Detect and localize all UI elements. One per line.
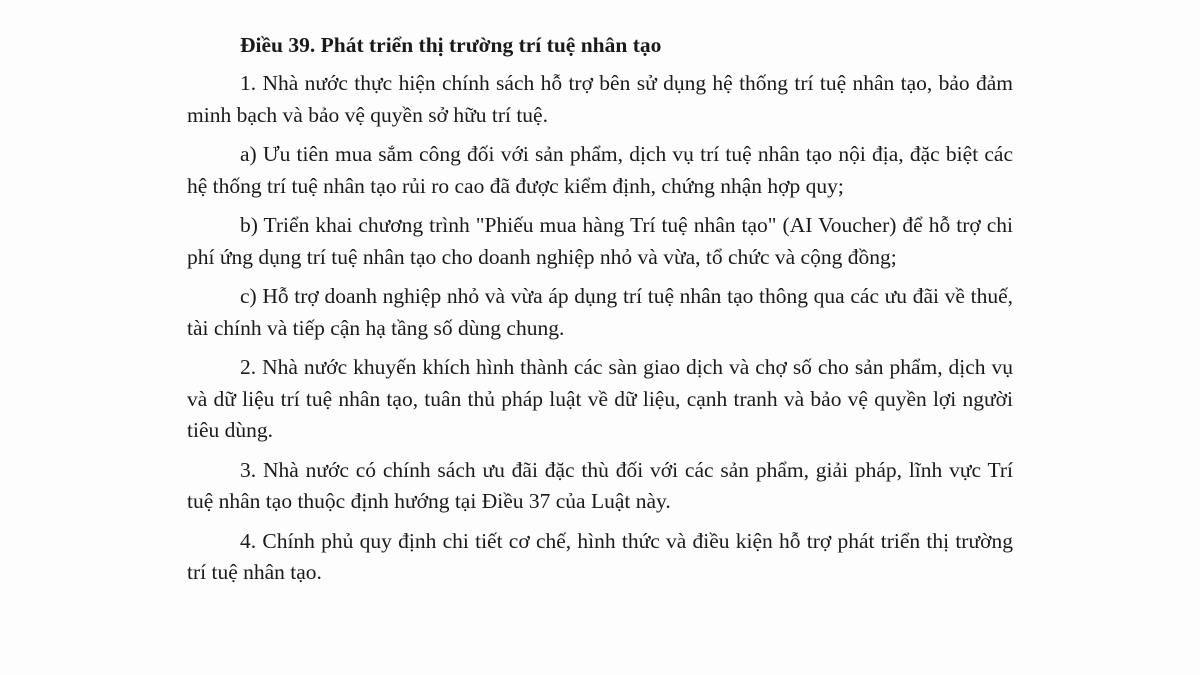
paragraph-1: 1. Nhà nước thực hiện chính sách hỗ trợ bên sử dụng hệ thống trí tuệ nhân tạo, bảo đảm minh bạch và bảo vệ quyền sở hữu trí tuệ. <box>187 71 1013 127</box>
paragraph-2: 2. Nhà nước khuyến khích hình thành các sàn giao dịch và chợ số cho sản phẩm, dịch vụ và dữ liệu trí tuệ nhân tạo, tuân thủ pháp luật về dữ liệu, cạnh tranh và bảo vệ quyền lợi người tiêu dùng. <box>187 355 1013 442</box>
paragraph-4: 4. Chính phủ quy định chi tiết cơ chế, hình thức và điều kiện hỗ trợ phát triển thị trường trí tuệ nhân tạo. <box>187 528 1013 584</box>
paragraph-1b: b) Triển khai chương trình "Phiếu mua hàng Trí tuệ nhân tạo" (AI Voucher) để hỗ trợ chi phí ứng dụng trí tuệ nhân tạo cho doanh nghiệp nhỏ và vừa, tổ chức và cộng đồng; <box>187 213 1013 269</box>
paragraph-1c: c) Hỗ trợ doanh nghiệp nhỏ và vừa áp dụng trí tuệ nhân tạo thông qua các ưu đãi về thuế, tài chính và tiếp cận hạ tầng số dùng chung. <box>187 284 1013 340</box>
paragraph-3: 3. Nhà nước có chính sách ưu đãi đặc thù đối với các sản phẩm, giải pháp, lĩnh vực Trí tuệ nhân tạo thuộc định hướng tại Điều 37 của Luật này. <box>187 457 1013 513</box>
article-title: Điều 39. Phát triển thị trường trí tuệ nhân tạo <box>240 33 662 57</box>
paragraph-1a: a) Ưu tiên mua sắm công đối với sản phẩm, dịch vụ trí tuệ nhân tạo nội địa, đặc biệt các hệ thống trí tuệ nhân tạo rủi ro cao đã được kiểm định, chứng nhận hợp quy; <box>187 142 1013 198</box>
